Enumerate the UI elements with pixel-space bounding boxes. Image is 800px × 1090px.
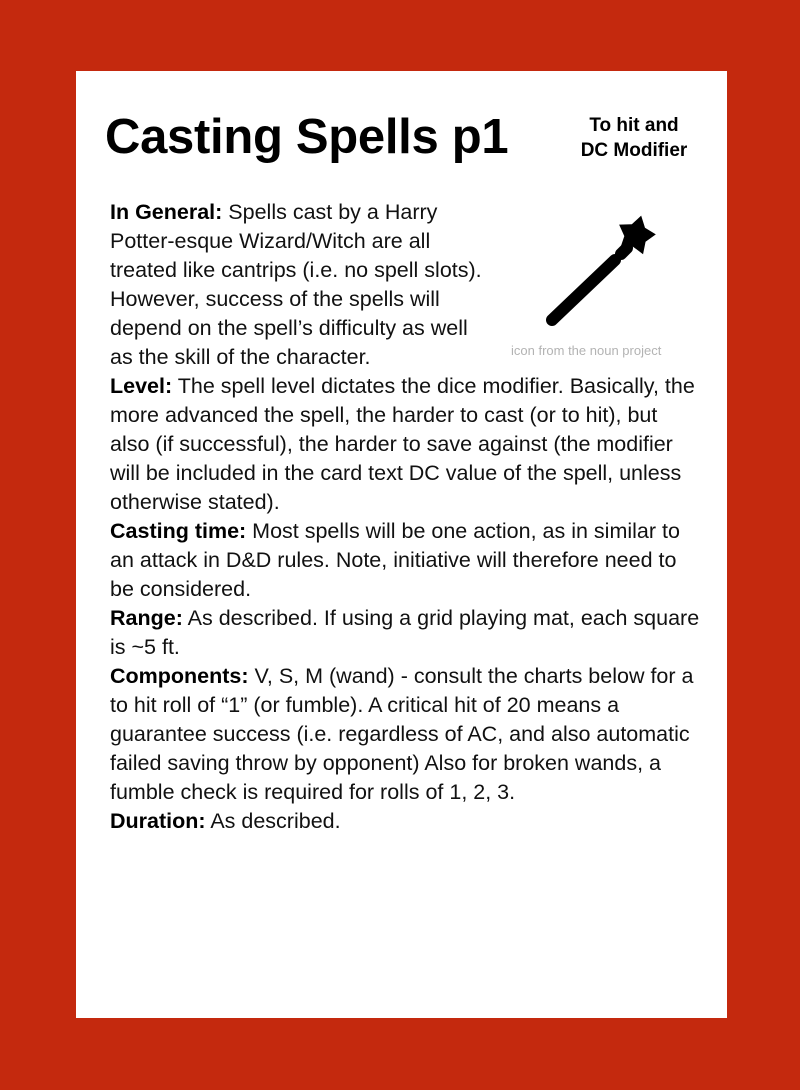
spell-card — [76, 71, 727, 1018]
section-label: Level: — [110, 374, 173, 398]
section-label: Components: — [110, 664, 249, 688]
subtitle-line-2: DC Modifier — [580, 140, 688, 161]
section-label: Range: — [110, 606, 183, 630]
rules-body — [110, 198, 700, 836]
card-subtitle — [554, 113, 714, 163]
section-components — [110, 662, 700, 807]
section-label: Casting time: — [110, 519, 247, 543]
card-title: Casting Spells p1 — [105, 110, 509, 164]
section-text: As described. — [205, 809, 341, 833]
section-label: In General: — [110, 200, 223, 224]
section-level — [110, 372, 700, 517]
section-in-general — [110, 198, 495, 372]
section-text: Spells cast by a Harry Potter-esque Wizard/Witch are all treated like cantrips (i.e. no spell slots). However, success of the spells will depend on the spell’s difficulty as well as the skill of the character. — [110, 200, 482, 369]
section-text: The spell level dictates the dice modifier. Basically, the more advanced the spell, the harder to cast (or to hit), but also (if successful), the harder to save against (the modifier will be included in the card text DC value of the spell, unless otherwise stated). — [110, 374, 695, 514]
section-range — [110, 604, 700, 662]
section-text: Most spells will be one action, as in similar to an attack in D&D rules. Note, initiative will therefore need to be considered. — [110, 519, 680, 601]
section-text: V, S, M (wand) - consult the charts below for a to hit roll of “1” (or fumble). A critical hit of 20 means a guarantee success (i.e. regardless of AC, and also automatic failed saving throw by opponent) Also for broken wands, a fumble check is required for rolls of 1, 2, 3. — [110, 664, 694, 804]
section-duration — [110, 807, 700, 836]
section-casting-time — [110, 517, 700, 604]
subtitle-line-1: To hit and — [589, 115, 679, 136]
section-text: As described. If using a grid playing mat, each square is ~5 ft. — [110, 606, 700, 659]
icon-credit: icon from the noun project — [511, 343, 662, 358]
section-label: Duration: — [110, 809, 206, 833]
